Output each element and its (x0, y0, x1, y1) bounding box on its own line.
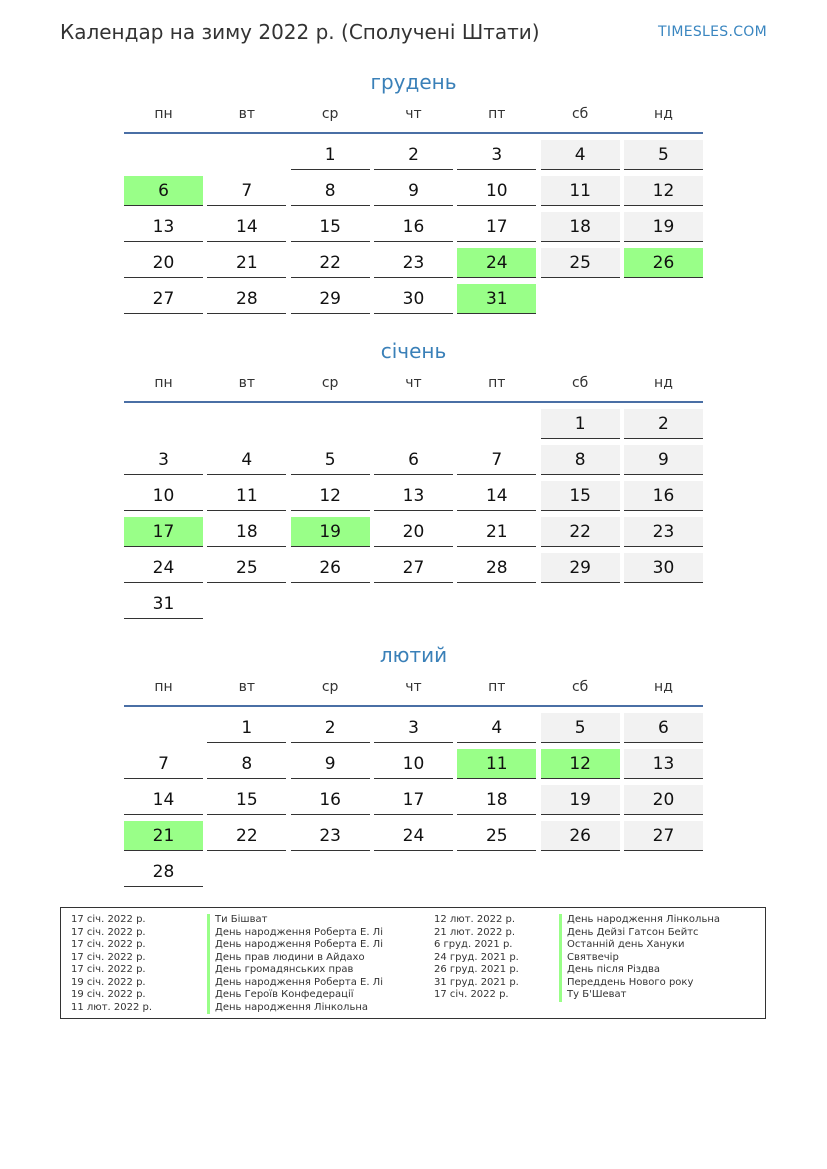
day-cell: 12 (291, 481, 370, 511)
day-cell: 23 (374, 248, 453, 278)
day-cell: 31 (457, 284, 536, 314)
day-cell: 24 (457, 248, 536, 278)
day-cell: 14 (207, 212, 286, 242)
day-cell: 27 (624, 821, 703, 851)
day-cell: 1 (207, 713, 286, 743)
day-cell: 21 (207, 248, 286, 278)
day-grid (124, 713, 703, 887)
day-cell: 5 (541, 713, 620, 743)
day-cell: 30 (374, 284, 453, 314)
day-cell: 9 (624, 445, 703, 475)
day-cell: 28 (124, 857, 203, 887)
day-cell: 2 (374, 140, 453, 170)
day-cell: 8 (291, 176, 370, 206)
empty-cell (457, 409, 536, 439)
legend-holiday-name: День народження Роберта Е. Лі (207, 939, 383, 952)
legend-right-names (559, 914, 720, 1002)
weekday-label: сб (571, 106, 589, 122)
day-cell: 24 (124, 553, 203, 583)
day-cell: 11 (541, 176, 620, 206)
day-cell: 26 (291, 553, 370, 583)
day-cell: 20 (374, 517, 453, 547)
legend-date: 11 лют. 2022 р. (71, 1001, 153, 1013)
day-cell: 18 (207, 517, 286, 547)
day-cell: 29 (291, 284, 370, 314)
weekday-label: ср (321, 679, 339, 695)
weekday-label: пт (488, 679, 506, 695)
day-cell: 21 (457, 517, 536, 547)
empty-cell (124, 409, 203, 439)
day-cell: 18 (541, 212, 620, 242)
legend-date: 21 лют. 2022 р. (434, 926, 516, 938)
day-cell: 23 (624, 517, 703, 547)
legend-date: 19 січ. 2022 р. (71, 989, 146, 1000)
weekday-label: сб (571, 375, 589, 391)
month-name: січень (380, 339, 447, 363)
legend-holiday-name: День прав людини в Айдахо (207, 952, 383, 965)
day-cell: 11 (207, 481, 286, 511)
day-cell: 22 (541, 517, 620, 547)
weekday-label: вт (238, 679, 256, 695)
day-cell: 1 (291, 140, 370, 170)
legend-date: 26 груд. 2021 р. (434, 964, 519, 975)
empty-cell (207, 140, 286, 170)
day-cell: 4 (207, 445, 286, 475)
day-cell: 17 (374, 785, 453, 815)
day-cell: 16 (374, 212, 453, 242)
day-cell: 6 (624, 713, 703, 743)
legend-holiday-name: Святвечір (559, 952, 720, 965)
day-cell: 25 (207, 553, 286, 583)
day-cell: 13 (624, 749, 703, 779)
legend-holiday-name: Ту Б'Шеват (559, 989, 720, 1002)
day-cell: 6 (374, 445, 453, 475)
legend-holiday-name: День народження Роберта Е. Лі (207, 927, 383, 940)
day-cell: 8 (207, 749, 286, 779)
day-cell: 22 (291, 248, 370, 278)
legend-date: 17 січ. 2022 р. (71, 914, 146, 925)
weekday-label: чт (405, 679, 422, 695)
day-cell: 9 (291, 749, 370, 779)
day-cell: 17 (124, 517, 203, 547)
weekday-label: нд (654, 106, 673, 122)
site-link[interactable]: TIMESLES.COM (658, 24, 767, 40)
day-cell: 30 (624, 553, 703, 583)
day-cell: 19 (624, 212, 703, 242)
day-cell: 7 (207, 176, 286, 206)
weekday-label: ср (321, 106, 339, 122)
weekday-label: вт (238, 375, 256, 391)
day-cell: 14 (457, 481, 536, 511)
day-cell: 3 (457, 140, 536, 170)
day-cell: 21 (124, 821, 203, 851)
legend-holiday-name: День народження Лінкольна (559, 914, 720, 927)
legend-date: 17 січ. 2022 р. (434, 989, 509, 1000)
weekday-label: пт (488, 375, 506, 391)
day-cell: 15 (541, 481, 620, 511)
legend-holiday-name: День Дейзі Гатсон Бейтс (559, 927, 720, 940)
weekday-header (124, 106, 703, 134)
legend-date: 31 груд. 2021 р. (434, 976, 519, 988)
holiday-legend (60, 907, 766, 1019)
day-cell: 13 (374, 481, 453, 511)
month-december (124, 70, 703, 314)
day-cell: 13 (124, 212, 203, 242)
day-cell: 11 (457, 749, 536, 779)
day-cell: 16 (624, 481, 703, 511)
month-name: лютий (379, 643, 448, 667)
weekday-label: вт (238, 106, 256, 122)
day-cell: 7 (124, 749, 203, 779)
empty-cell (291, 409, 370, 439)
day-cell: 23 (291, 821, 370, 851)
day-cell: 24 (374, 821, 453, 851)
day-cell: 3 (124, 445, 203, 475)
weekday-label: сб (571, 679, 589, 695)
month-name: грудень (370, 70, 457, 94)
weekday-header (124, 679, 703, 707)
day-cell: 20 (624, 785, 703, 815)
empty-cell (207, 409, 286, 439)
day-cell: 2 (624, 409, 703, 439)
empty-cell (124, 140, 203, 170)
weekday-label: чт (405, 375, 422, 391)
legend-holiday-name: День Героїв Конфедерації (207, 989, 383, 1002)
weekday-label: пн (154, 106, 173, 122)
legend-holiday-name: День народження Роберта Е. Лі (207, 977, 383, 990)
day-cell: 18 (457, 785, 536, 815)
legend-right-dates (434, 914, 519, 1002)
day-cell: 19 (291, 517, 370, 547)
day-cell: 12 (541, 749, 620, 779)
legend-date: 12 лют. 2022 р. (434, 914, 516, 925)
legend-date: 24 груд. 2021 р. (434, 951, 519, 963)
day-cell: 2 (291, 713, 370, 743)
legend-left-names (207, 914, 383, 1014)
legend-left-dates (71, 914, 152, 1014)
day-cell: 29 (541, 553, 620, 583)
day-cell: 16 (291, 785, 370, 815)
day-cell: 19 (541, 785, 620, 815)
weekday-label: пн (154, 375, 173, 391)
day-cell: 8 (541, 445, 620, 475)
day-cell: 22 (207, 821, 286, 851)
legend-holiday-name: День після Різдва (559, 964, 720, 977)
empty-cell (124, 713, 203, 743)
page-title: Календар на зиму 2022 р. (Сполучені Штати) (60, 20, 540, 44)
legend-holiday-name: Переддень Нового року (559, 977, 720, 990)
day-cell: 31 (124, 589, 203, 619)
legend-date: 17 січ. 2022 р. (71, 964, 146, 975)
month-january (124, 339, 703, 619)
weekday-label: пт (488, 106, 506, 122)
legend-holiday-name: Ти Бішват (207, 914, 383, 927)
weekday-label: нд (654, 679, 673, 695)
legend-holiday-name: День народження Лінкольна (207, 1002, 383, 1015)
legend-date: 19 січ. 2022 р. (71, 976, 146, 988)
day-cell: 10 (374, 749, 453, 779)
weekday-label: нд (654, 375, 673, 391)
legend-date: 17 січ. 2022 р. (71, 939, 146, 950)
day-grid (124, 409, 703, 619)
legend-holiday-name: Останній день Хануки (559, 939, 720, 952)
empty-cell (374, 409, 453, 439)
day-cell: 4 (457, 713, 536, 743)
legend-date: 17 січ. 2022 р. (71, 926, 146, 938)
day-cell: 15 (291, 212, 370, 242)
day-grid (124, 140, 703, 314)
day-cell: 27 (374, 553, 453, 583)
day-cell: 27 (124, 284, 203, 314)
day-cell: 9 (374, 176, 453, 206)
day-cell: 4 (541, 140, 620, 170)
day-cell: 17 (457, 212, 536, 242)
day-cell: 26 (541, 821, 620, 851)
day-cell: 10 (124, 481, 203, 511)
day-cell: 28 (457, 553, 536, 583)
day-cell: 28 (207, 284, 286, 314)
weekday-label: ср (321, 375, 339, 391)
day-cell: 25 (541, 248, 620, 278)
month-february (124, 643, 703, 887)
day-cell: 7 (457, 445, 536, 475)
weekday-label: пн (154, 679, 173, 695)
day-cell: 6 (124, 176, 203, 206)
day-cell: 5 (624, 140, 703, 170)
legend-holiday-name: День громадянських прав (207, 964, 383, 977)
legend-date: 6 груд. 2021 р. (434, 939, 513, 950)
legend-date: 17 січ. 2022 р. (71, 951, 146, 963)
day-cell: 3 (374, 713, 453, 743)
day-cell: 15 (207, 785, 286, 815)
weekday-label: чт (405, 106, 422, 122)
day-cell: 12 (624, 176, 703, 206)
day-cell: 5 (291, 445, 370, 475)
day-cell: 26 (624, 248, 703, 278)
day-cell: 1 (541, 409, 620, 439)
day-cell: 14 (124, 785, 203, 815)
day-cell: 25 (457, 821, 536, 851)
day-cell: 20 (124, 248, 203, 278)
day-cell: 10 (457, 176, 536, 206)
weekday-header (124, 375, 703, 403)
